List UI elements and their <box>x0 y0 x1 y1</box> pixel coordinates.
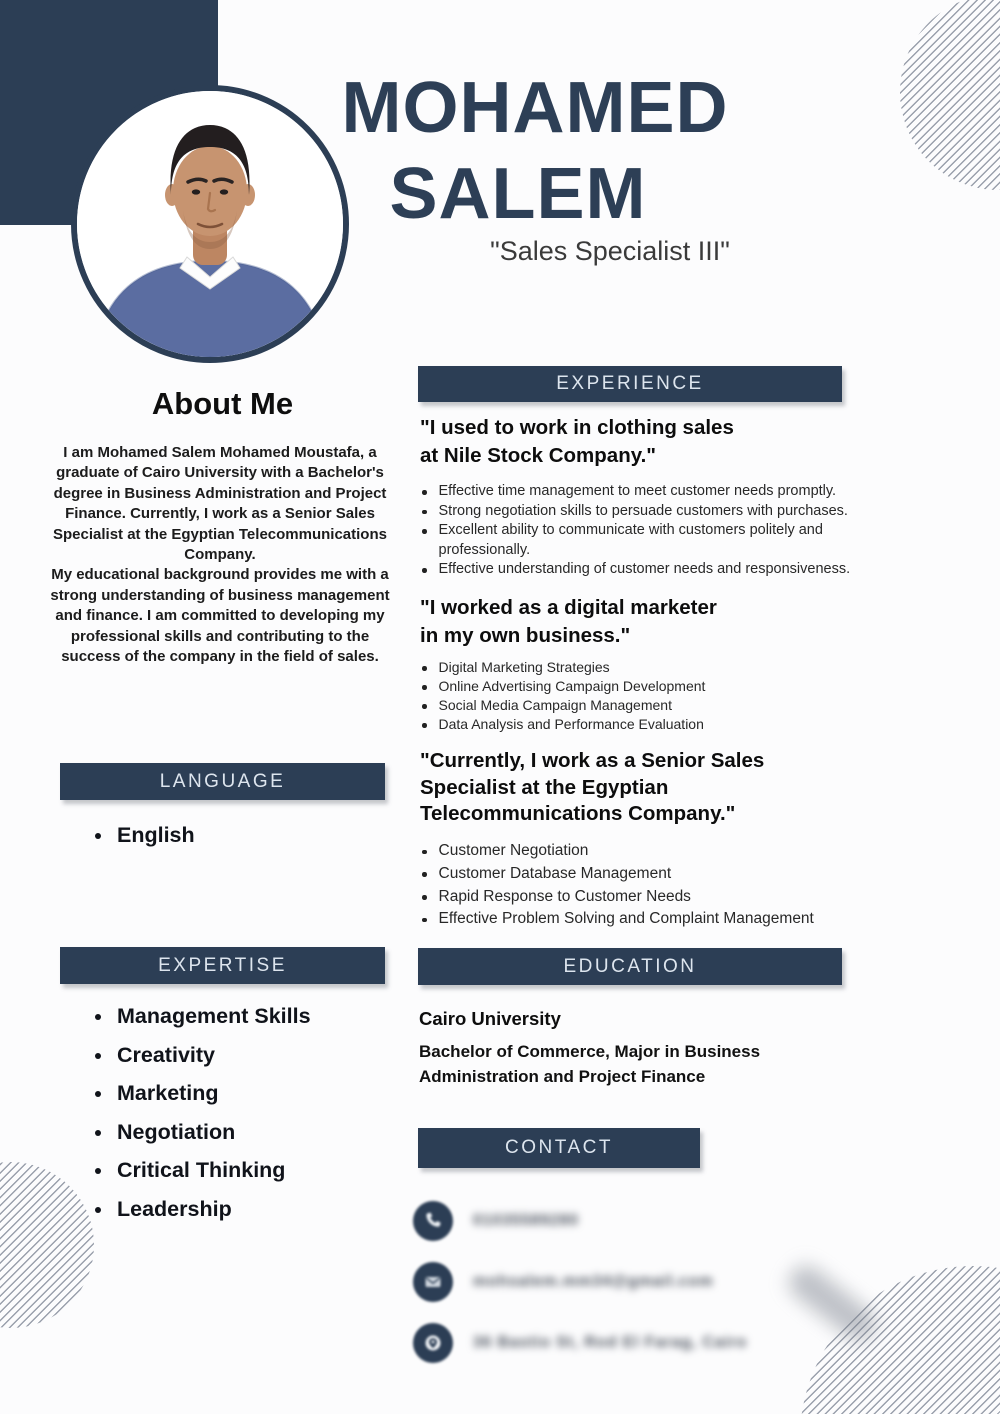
bullet-dot <box>422 895 427 900</box>
contact-row-email <box>413 1261 714 1303</box>
expertise-item: Marketing <box>117 1081 219 1105</box>
phone-icon <box>413 1201 453 1241</box>
bullet-dot <box>422 529 427 534</box>
bullet-text: Social Media Campaign Management <box>438 697 672 713</box>
education-section-header: EDUCATION <box>418 948 842 985</box>
bullet-dot <box>422 723 427 728</box>
job-bullets-3 <box>422 840 908 931</box>
expertise-item: Critical Thinking <box>117 1158 286 1182</box>
bullet-text: Effective time management to meet customer needs promptly. <box>438 483 837 499</box>
list-item <box>95 1044 311 1068</box>
bullet-text: Effective understanding of customer needs and responsiveness. <box>438 561 851 578</box>
email-icon <box>413 1262 453 1302</box>
experience-section-header: EXPERIENCE <box>418 366 842 402</box>
contact-row-address <box>413 1322 747 1364</box>
job-title-line: "I worked as a digital marketer <box>420 596 717 619</box>
bullet-dot <box>95 1053 101 1059</box>
bullet-text: Strong negotiation skills to persuade customers with purchases. <box>438 502 848 519</box>
bullet-dot <box>95 1130 101 1136</box>
contact-address-value: 36 Bastio St, Rod El Farag, Cairo <box>473 1334 748 1351</box>
list-item <box>422 677 908 696</box>
list-item <box>422 715 908 734</box>
about-heading: About Me <box>151 386 294 421</box>
list-item <box>422 886 908 909</box>
job-subtitle: "Sales Specialist III" <box>490 236 730 266</box>
expertise-item: Creativity <box>117 1042 215 1067</box>
list-item <box>422 696 908 715</box>
contact-phone-value: 01035589280 <box>473 1212 579 1229</box>
bullet-text: Customer Database Management <box>438 864 672 882</box>
expertise-item: Management Skills <box>117 1004 311 1028</box>
bullet-dot <box>422 872 427 877</box>
education-degree: Bachelor of Commerce, Major in Business Administration and Project Finance <box>419 1042 761 1086</box>
bullet-text: Effective Problem Solving and Complaint Management <box>438 910 814 928</box>
job-bullets-1 <box>422 482 908 580</box>
job-title-3 <box>420 748 764 828</box>
striped-circle-top-right <box>900 0 1000 190</box>
bullet-dot <box>95 1207 101 1213</box>
job-title-line: "Currently, I work as a Senior Sales <box>420 749 765 772</box>
location-icon <box>413 1323 453 1363</box>
job-title-line: Specialist at the Egyptian <box>420 775 669 799</box>
education-school: Cairo University <box>419 1008 561 1029</box>
job-title-line: at Nile Stock Company." <box>420 443 657 467</box>
list-item <box>95 824 195 848</box>
expertise-item: Negotiation <box>117 1119 236 1144</box>
contact-row-phone <box>413 1200 579 1242</box>
job-bullets-2 <box>422 658 908 734</box>
bullet-dot <box>422 490 427 495</box>
list-item <box>95 1121 311 1145</box>
list-item <box>422 521 908 560</box>
bullet-text: Rapid Response to Customer Needs <box>438 887 691 905</box>
bullet-text: Digital Marketing Strategies <box>438 659 610 675</box>
bullet-dot <box>422 685 427 690</box>
bullet-dot <box>422 918 427 923</box>
name-first: MOHAMED <box>341 68 729 148</box>
bullet-text: Excellent ability to communicate with customers politely and professionally. <box>438 522 823 558</box>
job-title-1 <box>420 414 734 469</box>
striped-circle-bottom-left <box>0 1162 94 1328</box>
job-title-2 <box>420 594 717 649</box>
job-title-line: "I used to work in clothing sales <box>420 416 734 439</box>
list-item <box>422 840 908 863</box>
list-item <box>422 863 908 886</box>
bullet-text: Data Analysis and Performance Evaluation <box>438 716 704 732</box>
expertise-section-header: EXPERTISE <box>60 947 385 984</box>
list-item <box>95 1159 311 1183</box>
about-body <box>50 443 390 667</box>
list-item <box>422 908 908 931</box>
bullet-text: Customer Negotiation <box>438 842 589 859</box>
contact-section-header: CONTACT <box>418 1128 700 1168</box>
language-list <box>95 824 195 848</box>
bullet-dot <box>422 666 427 671</box>
bullet-dot <box>422 510 427 515</box>
bullet-dot <box>95 1014 101 1020</box>
bullet-dot <box>422 704 427 709</box>
bullet-dot <box>95 833 101 839</box>
list-item <box>95 1082 311 1106</box>
expertise-list <box>95 1005 311 1221</box>
bullet-dot <box>95 1091 101 1097</box>
list-item <box>95 1198 311 1222</box>
contact-email-value: mohsalem.mm34@gmail.com <box>473 1273 714 1290</box>
job-title-line: Telecommunications Company." <box>420 802 736 825</box>
list-item <box>95 1005 311 1029</box>
list-item <box>422 658 908 677</box>
bullet-text: Online Advertising Campaign Development <box>438 678 706 694</box>
name-last: SALEM <box>389 154 647 234</box>
bullet-dot <box>422 568 427 573</box>
language-section-header: LANGUAGE <box>60 763 385 800</box>
expertise-item: Leadership <box>117 1196 232 1221</box>
list-item <box>422 482 908 502</box>
list-item <box>422 560 908 580</box>
bullet-dot <box>95 1168 101 1174</box>
about-paragraph-1: I am Mohamed Salem Mohamed Moustafa, a graduate of Cairo University with a Bachelor's degree in Business Administration and Project Finance. Currently, I work as a Senior Sales Specialist at the Egyptian Telecommunications Company. <box>53 444 387 564</box>
job-title-line: in my own business." <box>420 623 631 647</box>
list-item <box>422 502 908 522</box>
bullet-dot <box>422 850 427 855</box>
about-paragraph-2: My educational background provides me with a strong understanding of business management and finance. I am committed to developing my professional skills and contributing to the success of the company in the field of sales. <box>50 566 390 666</box>
language-item: English <box>117 823 195 847</box>
